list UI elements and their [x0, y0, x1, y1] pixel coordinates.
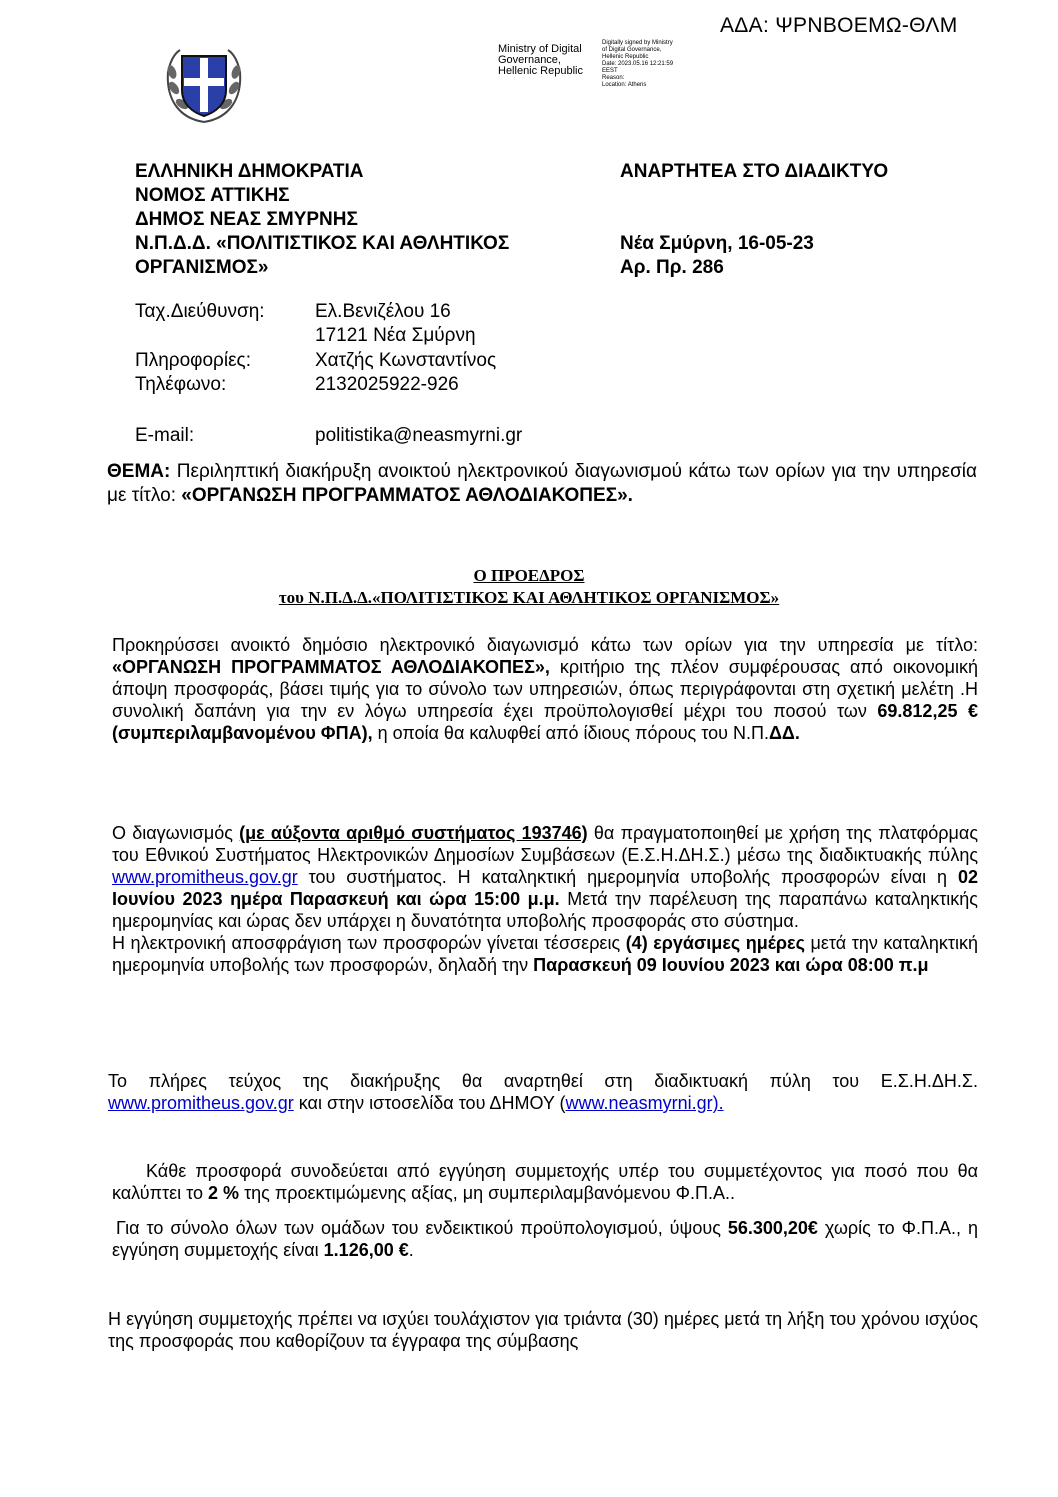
document-meta	[620, 160, 888, 280]
deadline: 02 Ιουνίου 2023 ημέρα Παρασκευή και ώρα 15:00 μ.μ.	[112, 867, 978, 909]
signature-detail-line: of Digital Governance,	[602, 47, 662, 53]
guarantee-percent: 2 %	[208, 1183, 240, 1203]
paragraph-publication	[108, 1070, 978, 1114]
president-organization: του Ν.Π.Δ.Δ.«ΠΟΛΙΤΙΣΤΙΚΟΣ ΚΑΙ ΑΘΛΗΤΙΚΟΣ ΟΡΓΑΝΙΣΜΟΣ»	[278, 588, 780, 607]
working-days: (4) εργάσιμες ημέρες	[625, 933, 805, 953]
info-value: Χατζής Κωνσταντίνος	[315, 350, 497, 371]
text: Μετά την παρέλευση της παραπάνω καταληκτικής ημερομηνίας και ώρας δεν υπάρχει η δυνατότητα υποβολής προσφοράς στο σύστημα.	[112, 889, 978, 931]
system-number: (με αύξοντα αριθμό συστήματος 193746)	[239, 823, 588, 843]
contact-phone	[135, 373, 459, 397]
protocol-number: Αρ. Πρ. 286	[620, 257, 724, 278]
signer-line: Governance,	[498, 54, 561, 66]
guarantee-amount: 1.126,00 €	[323, 1240, 409, 1260]
document-date: Νέα Σμύρνη, 16-05-23	[620, 233, 814, 254]
email-label: E-mail:	[135, 425, 195, 446]
subject-label: ΘΕΜΑ:	[107, 461, 171, 482]
issuer-line: ΔΗΜΟΣ ΝΕΑΣ ΣΜΥΡΝΗΣ	[135, 209, 358, 230]
info-label: Πληροφορίες:	[135, 350, 251, 371]
signer-line: Ministry of Digital	[498, 43, 582, 55]
address-value	[315, 300, 476, 348]
text: Προκηρύσσει ανοικτό δημόσιο ηλεκτρονικό διαγωνισμό κάτω των ορίων για την υπηρεσία με τίτλο:	[112, 635, 978, 655]
service-title: «ΟΡΓΑΝΩΣΗ ΠΡΟΓΡΑΜΜΑΤΟΣ ΑΘΛΟΔΙΑΚΟΠΕΣ»,	[112, 657, 550, 677]
signature-detail-line: Date: 2023.05.16 12:21:59	[602, 61, 674, 67]
text: Κάθε προσφορά συνοδεύεται από εγγύηση συμμετοχής υπέρ του συμμετέχοντος για ποσό που θα καλύπτει το	[112, 1161, 978, 1203]
signature-detail-line: Digitally signed by Ministry	[602, 40, 673, 46]
text: του συστήματος. Η καταληκτική ημερομηνία υποβολής προσφορών είναι η	[297, 867, 958, 887]
promitheus-link[interactable]: www.promitheus.gov.gr	[108, 1093, 294, 1113]
signature-details	[602, 40, 673, 89]
text: κριτήριο της πλέον συμφέρουσας από οικονομική άποψη προσφοράς, βάσει τιμής για το σύνολο των υπηρεσιών, όπως περιγράφονται στη σχετική μελέτη .Η συνολική δαπάνη για την εν λόγω υπηρεσία έχει προϋπολογισθεί μέχρι του ποσού των	[112, 657, 979, 721]
text: ΔΔ.	[768, 723, 800, 743]
issuer-line: ΟΡΓΑΝΙΣΜΟΣ»	[135, 257, 269, 278]
text: Το πλήρες τεύχος της διακήρυξης θα αναρτηθεί στη διαδικτυακή πύλη του Ε.Σ.Η.ΔΗ.Σ.	[108, 1071, 978, 1091]
signature-detail-line: Reason:	[602, 75, 625, 81]
text: μετά την καταληκτική ημερομηνία υποβολής των προσφορών, δηλαδή την	[112, 933, 978, 975]
contact-address	[135, 300, 476, 346]
text: και στην ιστοσελίδα του ΔΗΜΟΥ (	[293, 1093, 566, 1113]
address-label: Ταχ.Διεύθυνση:	[135, 301, 265, 322]
opening-date: Παρασκευή 09 Ιουνίου 2023 και ώρα 08:00 π.μ	[533, 955, 929, 975]
issuer-line: ΕΛΛΗΝΙΚΗ ΔΗΜΟΚΡΑΤΙΑ	[135, 161, 364, 182]
promitheus-link[interactable]: www.promitheus.gov.gr	[112, 867, 298, 887]
signer-line: Hellenic Republic	[498, 65, 583, 77]
text: θα πραγματοποιηθεί με χρήση της πλατφόρμας του Εθνικού Συστήματος Ηλεκτρονικών Δημοσίων Συμβάσεων (Ε.Σ.Η.ΔΗ.Σ.) μέσω της διαδικτυακής πύλης	[112, 823, 978, 865]
signature-signer	[498, 44, 583, 77]
president-title: Ο ΠΡΟΕΔΡΟΣ	[473, 566, 585, 585]
issuer-line: ΝΟΜΟΣ ΑΤΤΙΚΗΣ	[135, 185, 290, 206]
text: Για το σύνολο όλων των ομάδων του ενδεικτικού προϋπολογισμού, ύψους	[116, 1218, 728, 1238]
address-line: Ελ.Βενιζέλου 16	[315, 301, 451, 322]
hellenic-republic-emblem-icon	[160, 42, 248, 126]
text: .	[408, 1240, 414, 1260]
text: Ο διαγωνισμός	[112, 823, 240, 843]
neasmyrni-link[interactable]: www.neasmyrni.gr).	[565, 1093, 724, 1113]
signature-detail-line: Hellenic Republic	[602, 54, 649, 60]
contact-info	[135, 349, 497, 373]
text: η οποία θα καλυφθεί από ίδιους πόρους του Ν.Π.	[372, 723, 769, 743]
text: Η ηλεκτρονική αποσφράγιση των προσφορών γίνεται τέσσερεις	[112, 933, 626, 953]
email-value: politistika@neasmyrni.gr	[315, 425, 523, 446]
budget-without-vat: 56.300,20€	[727, 1218, 818, 1238]
paragraph-guarantee	[112, 1160, 978, 1204]
paragraph-procedure	[112, 822, 978, 976]
subject-title: «ΟΡΓΑΝΩΣΗ ΠΡΟΓΡΑΜΜΑΤΟΣ ΑΘΛΟΔΙΑΚΟΠΕΣ».	[181, 485, 633, 506]
signature-detail-line: Location: Athens	[602, 82, 647, 88]
contact-email	[135, 424, 523, 448]
address-line: 17121 Νέα Σμύρνη	[315, 325, 476, 346]
issuer-block	[135, 160, 509, 280]
phone-label: Τηλέφωνο:	[135, 374, 227, 395]
subject	[107, 460, 977, 508]
text: της προεκτιμώμενης αξίας, μη συμπεριλαμβανόμενου Φ.Π.Α..	[239, 1183, 736, 1203]
phone-value: 2132025922-926	[315, 374, 459, 395]
subject-text: Περιληπτική διακήρυξη ανοικτού ηλεκτρονικού διαγωνισμού κάτω των ορίων για την υπηρεσία με τίτλο:	[107, 461, 977, 506]
paragraph-guarantee-validity: Η εγγύηση συμμετοχής πρέπει να ισχύει τουλάχιστον για τριάντα (30) ημέρες μετά τη λήξη του χρόνου ισχύος της προσφοράς που καθορίζουν τα έγγραφα της σύμβασης	[108, 1309, 978, 1351]
signature-detail-line: EEST	[602, 68, 618, 74]
paragraph-guarantee-amount	[112, 1217, 978, 1261]
budget-amount: 69.812,25 € (συμπεριλαμβανομένου ΦΠΑ),	[112, 701, 979, 743]
paragraph-announcement	[112, 634, 978, 744]
ada-code: ΑΔΑ: ΨΡΝΒΟΕΜΩ-ΘΛΜ	[720, 14, 958, 37]
publish-notice: ΑΝΑΡΤΗΤΕΑ ΣΤΟ ΔΙΑΔΙΚΤΥΟ	[620, 161, 889, 182]
issuer-line: Ν.Π.Δ.Δ. «ΠΟΛΙΤΙΣΤΙΚΟΣ ΚΑΙ ΑΘΛΗΤΙΚΟΣ	[135, 233, 510, 254]
text: χωρίς το Φ.Π.Α., η εγγύηση συμμετοχής είναι	[112, 1218, 978, 1260]
